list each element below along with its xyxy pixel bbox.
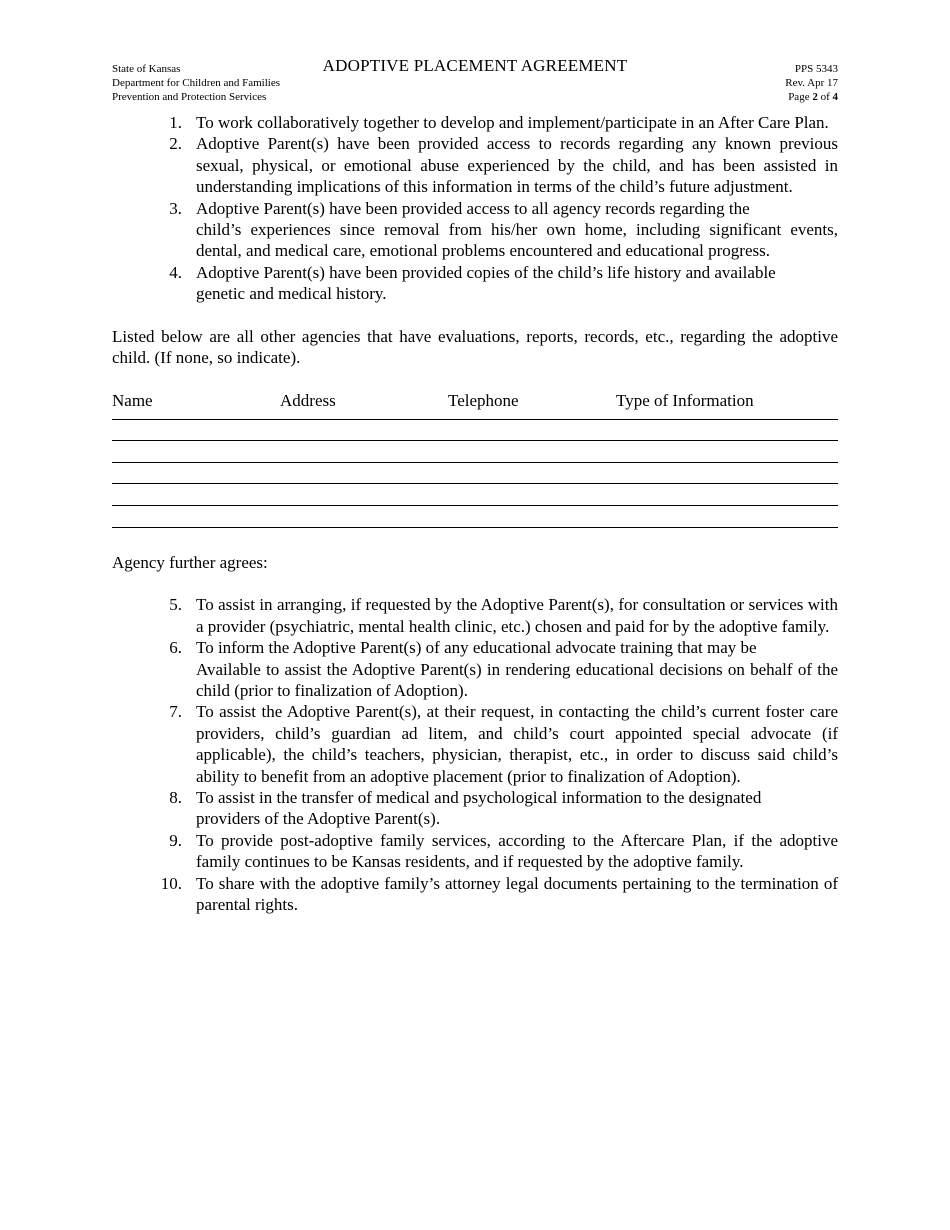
list-item xyxy=(112,787,838,830)
item-text-rest: child’s experiences since removal from his/her own home, including significant events, dental, and medical care, emotional problems encountered and educational progress. xyxy=(196,220,838,261)
item-number: 2. xyxy=(169,134,182,154)
item-number: 10. xyxy=(160,873,182,893)
item-number: 7. xyxy=(169,702,182,722)
page-total: 4 xyxy=(832,91,838,103)
page-of: of xyxy=(817,91,833,103)
item-number: 1. xyxy=(169,113,182,132)
page-prefix: Page xyxy=(788,91,813,103)
list-item xyxy=(112,112,838,133)
agency-table-header xyxy=(112,390,838,411)
document-title: ADOPTIVE PLACEMENT AGREEMENT xyxy=(322,56,628,75)
item-text: To assist in arranging, if requested by the Adoptive Parent(s), for consultation or services with a provider (psychiatric, mental health clinic, etc.) chosen and paid for by the adoptive family. xyxy=(196,595,838,636)
list-item xyxy=(112,198,838,262)
column-address: Address xyxy=(280,391,336,411)
item-text-line1: Adoptive Parent(s) have been provided access to all agency records regarding the xyxy=(196,198,750,218)
document-body xyxy=(112,112,838,916)
agreement-list-a xyxy=(112,112,838,305)
list-item xyxy=(112,830,838,873)
agency-table-blank-rows xyxy=(112,419,838,540)
item-text: To assist the Adoptive Parent(s), at their request, in contacting the child’s current foster care providers, child’s guardian ad litem, and child’s court appointed special advocate (if applicable), the child’s teachers, physician, therapist, etc., in order to discuss said child’s ability to benefit from an adoptive placement (prior to finalization of Adoption). xyxy=(196,702,838,786)
list-item xyxy=(112,594,838,637)
item-text-rest: genetic and medical history. xyxy=(196,284,387,304)
item-text-rest: providers of the Adoptive Parent(s). xyxy=(196,809,441,829)
form-revision: Rev. Apr 17 xyxy=(785,77,838,89)
further-agrees-heading: Agency further agrees: xyxy=(112,552,268,572)
page-indicator xyxy=(785,90,838,104)
item-text: Adoptive Parent(s) have been provided access to records regarding any known previous sexual, physical, or emotional abuse experienced by the child, and has been assisted in understanding implications of this information in terms of the child’s future adjustment. xyxy=(196,134,838,197)
blank-entry-line[interactable] xyxy=(112,505,838,527)
list-item xyxy=(112,873,838,916)
blank-entry-line[interactable] xyxy=(112,419,838,441)
agreement-list-b xyxy=(112,594,838,915)
item-text: To work collaboratively together to develop and implement/participate in an After Care Plan. xyxy=(196,113,829,132)
item-text-line1: To inform the Adoptive Parent(s) of any educational advocate training that may be xyxy=(196,638,757,658)
blank-entry-line[interactable] xyxy=(112,440,838,462)
item-text: To share with the adoptive family’s attorney legal documents pertaining to the termination of parental rights. xyxy=(196,873,838,915)
list-item xyxy=(112,701,838,787)
item-text-line1: To assist in the transfer of medical and psychological information to the designated xyxy=(196,788,762,808)
form-number: PPS 5343 xyxy=(794,63,838,75)
column-name: Name xyxy=(112,391,153,411)
item-number: 6. xyxy=(169,638,182,658)
item-text: To provide post-adoptive family services, according to the Aftercare Plan, if the adoptive family continues to be Kansas residents, and if requested by the adoptive family. xyxy=(196,830,838,872)
blank-entry-line[interactable] xyxy=(112,527,838,540)
header-state: State of Kansas xyxy=(112,63,181,75)
item-number: 3. xyxy=(169,198,182,218)
list-item xyxy=(112,262,838,305)
column-telephone: Telephone xyxy=(448,391,519,411)
list-item xyxy=(112,133,838,197)
page-current: 2 xyxy=(812,91,818,103)
blank-entry-line[interactable] xyxy=(112,462,838,484)
agencies-intro: Listed below are all other agencies that have evaluations, reports, records, etc., regarding the adoptive child. (If none, so indicate). xyxy=(112,327,838,368)
header-form-block xyxy=(785,62,838,104)
item-number: 5. xyxy=(169,595,182,615)
item-number: 8. xyxy=(169,788,182,808)
column-type-of-information: Type of Information xyxy=(616,391,754,411)
header-division: Prevention and Protection Services xyxy=(112,91,267,103)
item-number: 9. xyxy=(169,830,182,850)
blank-entry-line[interactable] xyxy=(112,483,838,505)
item-text-rest: Available to assist the Adoptive Parent(s) in rendering educational decisions on behalf of the child (prior to finalization of Adoption). xyxy=(196,659,838,701)
item-text-line1: Adoptive Parent(s) have been provided copies of the child’s life history and available xyxy=(196,262,776,282)
item-number: 4. xyxy=(169,262,182,282)
list-item xyxy=(112,637,838,701)
header-department: Department for Children and Families xyxy=(112,77,281,89)
